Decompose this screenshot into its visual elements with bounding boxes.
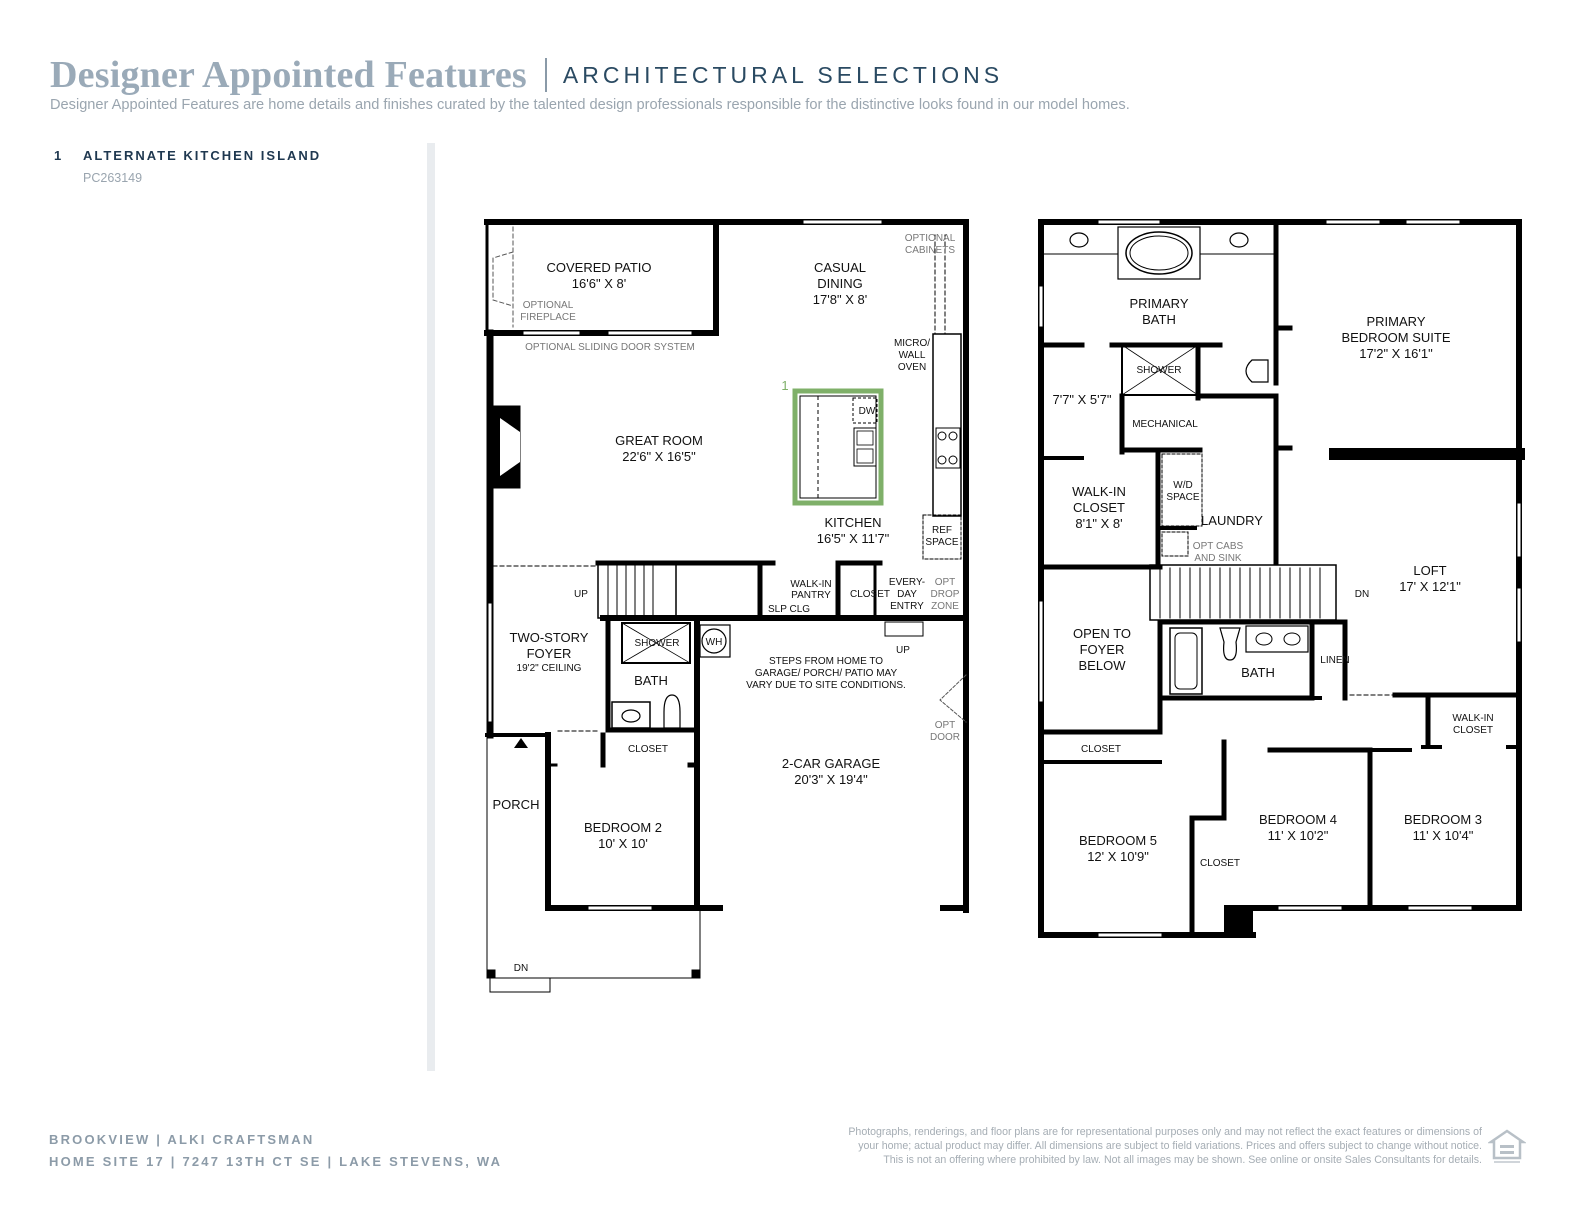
bedroom4-label: BEDROOM 4 <box>1258 812 1338 827</box>
open-foyer-label-3: BELOW <box>1078 658 1126 673</box>
floor-plan <box>440 200 1540 1015</box>
steps-note-2: GARAGE/ PORCH/ PATIO MAY <box>754 668 898 679</box>
header <box>50 50 1003 100</box>
micro-label-2: WALL <box>898 350 926 361</box>
wic-small-dim: 7'7" X 5'7" <box>1052 392 1112 407</box>
primary-suite-label-2: BEDROOM SUITE <box>1341 330 1451 345</box>
walkin-closet-dim: 8'1" X 8' <box>1075 516 1123 531</box>
walkin-closet3-label-2: CLOSET <box>1452 725 1494 736</box>
opt-cabs-label: OPT CABS <box>1192 541 1244 552</box>
steps-note-1: STEPS FROM HOME TO <box>768 656 884 667</box>
bedroom3-dim: 11' X 10'4" <box>1412 828 1474 843</box>
open-foyer-label-2: FOYER <box>1079 642 1125 657</box>
page-subtitle: Designer Appointed Features are home details and finishes curated by the talented design professionals responsible for the distinctive looks found in our model homes. <box>50 97 1130 113</box>
footer-disclaimer <box>782 1125 1482 1168</box>
optional-cabinets-label: OPTIONAL <box>904 233 956 244</box>
loft-label: LOFT <box>1413 563 1447 578</box>
dn-upper-label: DN <box>1354 589 1370 600</box>
feature-item <box>54 148 321 163</box>
ref-label: REF <box>932 525 952 536</box>
wh-label: WH <box>705 637 723 648</box>
closet-main-label: CLOSET <box>849 589 891 600</box>
highlight-marker: 1 <box>781 378 789 393</box>
two-story-label-2: FOYER <box>526 646 572 661</box>
bedroom5-label: BEDROOM 5 <box>1078 833 1158 848</box>
optional-fireplace-label-2: FIREPLACE <box>520 312 576 323</box>
porch-label: PORCH <box>492 797 540 812</box>
ref-label-2: SPACE <box>925 537 959 548</box>
opt-drop-label: OPT <box>934 577 956 588</box>
casual-dining-label-2: DINING <box>817 276 863 291</box>
dn-porch-label: DN <box>513 963 529 974</box>
micro-label-3: OVEN <box>897 362 927 373</box>
covered-patio-dim: 16'6" X 8' <box>571 276 627 291</box>
primary-suite-label: PRIMARY <box>1366 314 1426 329</box>
walkin-closet-label-2: CLOSET <box>1072 500 1126 515</box>
feature-code: PC263149 <box>83 171 143 185</box>
shower-up-label: SHOWER <box>1136 365 1182 376</box>
wd-label-2: SPACE <box>1166 492 1200 503</box>
everyday-entry-label-2: DAY <box>897 589 917 600</box>
dw-label: DW <box>858 406 876 417</box>
mechanical-label: MECHANICAL <box>1132 419 1198 430</box>
bedroom2-dim: 10' X 10' <box>598 836 648 851</box>
great-room-label: GREAT ROOM <box>615 433 703 448</box>
linen-label: LINEN <box>1320 655 1350 666</box>
great-room-dim: 22'6" X 16'5" <box>622 449 696 464</box>
optional-sliding-label: OPTIONAL SLIDING DOOR SYSTEM <box>525 342 695 353</box>
footer-line-2: HOME SITE 17 | 7247 13TH CT SE | LAKE STEVENS, WA <box>49 1154 503 1169</box>
bedroom2-label: BEDROOM 2 <box>583 820 663 835</box>
bedroom4-dim: 11' X 10'2" <box>1267 828 1329 843</box>
opt-door-label-2: DOOR <box>930 732 960 743</box>
opt-drop-label-3: ZONE <box>931 601 959 612</box>
laundry-label: LAUNDRY <box>1201 513 1263 528</box>
open-foyer-label: OPEN TO <box>1072 626 1132 641</box>
feature-list <box>54 148 321 185</box>
closet-bed2-label: CLOSET <box>627 744 669 755</box>
bedroom3-label: BEDROOM 3 <box>1403 812 1483 827</box>
optional-fireplace-label: OPTIONAL <box>522 300 574 311</box>
closet-bed5-label: CLOSET <box>1080 744 1122 755</box>
steps-note-3: VARY DUE TO SITE CONDITIONS. <box>746 680 906 691</box>
optional-cabinets-label-2: CABINETS <box>904 245 956 256</box>
footer-community <box>49 1129 502 1173</box>
bath-main-label: BATH <box>634 673 668 688</box>
covered-patio-label: COVERED PATIO <box>546 260 652 275</box>
walkin-pantry-label: WALK-IN <box>790 579 832 590</box>
title-divider <box>545 58 547 92</box>
feature-number: 1 <box>54 148 62 163</box>
kitchen-dim: 16'5" X 11'7" <box>816 531 890 546</box>
casual-dining-label: CASUAL <box>813 260 867 275</box>
everyday-entry-label: EVERY- <box>888 577 926 588</box>
opt-cabs-label-2: AND SINK <box>1194 553 1242 564</box>
section-title: ARCHITECTURAL SELECTIONS <box>562 61 1004 88</box>
disclaimer-line-3: This is not an offering where prohibited by law. Not all images may be shown. See online or onsite Sales Consultants for details. <box>883 1154 1482 1167</box>
kitchen-label: KITCHEN <box>824 515 882 530</box>
primary-bath-label: PRIMARY <box>1129 296 1189 311</box>
bedroom5-dim: 12' X 10'9" <box>1087 849 1149 864</box>
garage-label: 2-CAR GARAGE <box>781 756 881 771</box>
two-story-label: TWO-STORY <box>509 630 589 645</box>
everyday-entry-label-3: ENTRY <box>890 601 924 612</box>
primary-bath-label-2: BATH <box>1142 312 1176 327</box>
shower-main-label: SHOWER <box>634 638 680 649</box>
up-garage-label: UP <box>896 645 910 656</box>
wd-label: W/D <box>1173 480 1193 491</box>
primary-suite-dim: 17'2" X 16'1" <box>1359 346 1433 361</box>
loft-dim: 17' X 12'1" <box>1399 579 1461 594</box>
divider-rule <box>427 143 435 1071</box>
opt-drop-label-2: DROP <box>930 589 960 600</box>
equal-housing-opportunity-icon <box>1488 1128 1526 1166</box>
disclaimer-line-2: your home; actual product may differ. All dimensions are subject to field variations. Prices and offers subject to change without notice. <box>858 1140 1482 1153</box>
bath-up-label: BATH <box>1241 665 1275 680</box>
main-floor-labels <box>493 233 960 974</box>
disclaimer-line-1: Photographs, renderings, and floor plans are for representational purposes only and may not reflect the exact features or dimensions of <box>848 1126 1482 1138</box>
page-title: Designer Appointed Features <box>50 54 527 96</box>
walkin-closet-label: WALK-IN <box>1072 484 1126 499</box>
casual-dining-dim: 17'8" X 8' <box>812 292 868 307</box>
walkin-closet3-label: WALK-IN <box>1452 713 1494 724</box>
up-stair-label: UP <box>574 589 588 600</box>
footer-line-1: BROOKVIEW | ALKI CRAFTSMAN <box>49 1132 315 1147</box>
garage-dim: 20'3" X 19'4" <box>794 772 868 787</box>
closet-bed4-label: CLOSET <box>1199 858 1241 869</box>
feature-name: ALTERNATE KITCHEN ISLAND <box>83 148 322 163</box>
slp-clg-label: SLP CLG <box>767 604 811 615</box>
micro-label: MICRO/ <box>893 338 931 349</box>
floor-plan-svg <box>440 200 1540 1010</box>
opt-door-label: OPT <box>934 720 956 731</box>
walkin-pantry-label-2: PANTRY <box>791 590 831 601</box>
two-story-dim: 19'2" CEILING <box>516 663 582 674</box>
upper-floor-labels <box>1052 296 1493 869</box>
